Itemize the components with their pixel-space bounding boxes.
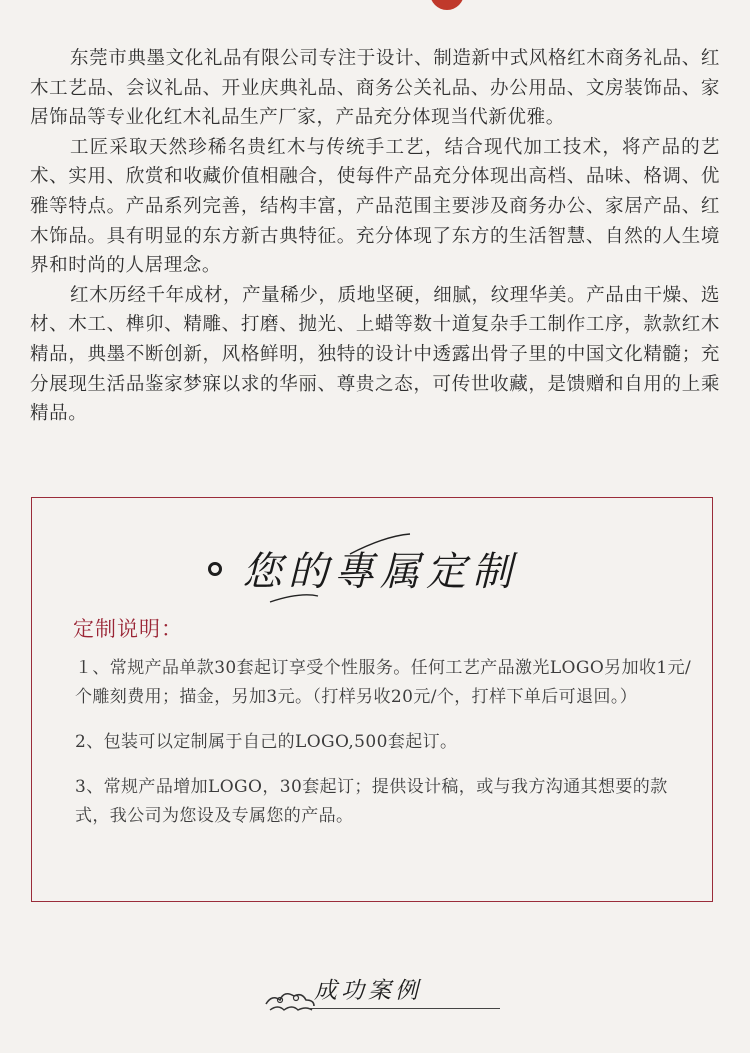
custom-title: 您的專属定制 xyxy=(242,549,518,595)
heading-underline xyxy=(310,1008,500,1009)
custom-item-2: 2、包装可以定制属于自己的LOGO,500套起订。 xyxy=(75,732,458,752)
custom-items-list xyxy=(75,654,695,847)
success-cases-title: 成功案例 xyxy=(314,978,422,1004)
top-red-mark xyxy=(430,0,464,10)
success-cases-heading xyxy=(262,968,522,1018)
custom-item-3: 3、常规产品增加LOGO，30套起订；提供设计稿，或与我方沟通其想要的款式，我公司为您设及专属您的产品。 xyxy=(75,777,668,826)
intro-paragraph-3: 红木历经千年成材，产量稀少，质地坚硬，细腻，纹理华美。产品由干燥、选材、木工、榫卯、精雕、打磨、抛光、上蜡等数十道复杂手工制作工序，款款红木精品，典墨不断创新，风格鲜明，独特的设计中透露出骨子里的中国文化精髓；充分展现生活品鉴家梦寐以求的华丽、尊贵之态，可传世收藏，是馈赠和自用的上乘精品。 xyxy=(30,284,720,425)
cloud-ornament-icon xyxy=(262,982,318,1022)
custom-label: 定制说明： xyxy=(73,617,183,641)
intro-paragraph-1: 东莞市典墨文化礼品有限公司专注于设计、制造新中式风格红木商务礼品、红木工艺品、会议礼品、开业庆典礼品、商务公关礼品、办公用品、文房装饰品、家居饰品等专业化红木礼品生产厂家，产品充分体现当代新优雅。 xyxy=(30,48,720,129)
intro-paragraph-2: 工匠采取天然珍稀名贵红木与传统手工艺，结合现代加工技术，将产品的艺术、实用、欣赏和收藏价值相融合，使每件产品充分体现出高档、品味、格调、优雅等特点。产品系列完善，结构丰富，产品范围主要涉及商务办公、家居产品、红木饰品。具有明显的东方新古典特征。充分体现了东方的生活智慧、自然的人生境界和时尚的人居理念。 xyxy=(30,136,720,277)
custom-title-block xyxy=(200,532,560,610)
custom-item-1: １、常规产品单款30套起订享受个性服务。任何工艺产品激光LOGO另加收1元/个雕刻费用；描金，另加3元。（打样另收20元/个，打样下单后可退回。） xyxy=(75,658,692,707)
intro-section xyxy=(30,44,720,429)
title-circle-icon xyxy=(208,562,222,576)
